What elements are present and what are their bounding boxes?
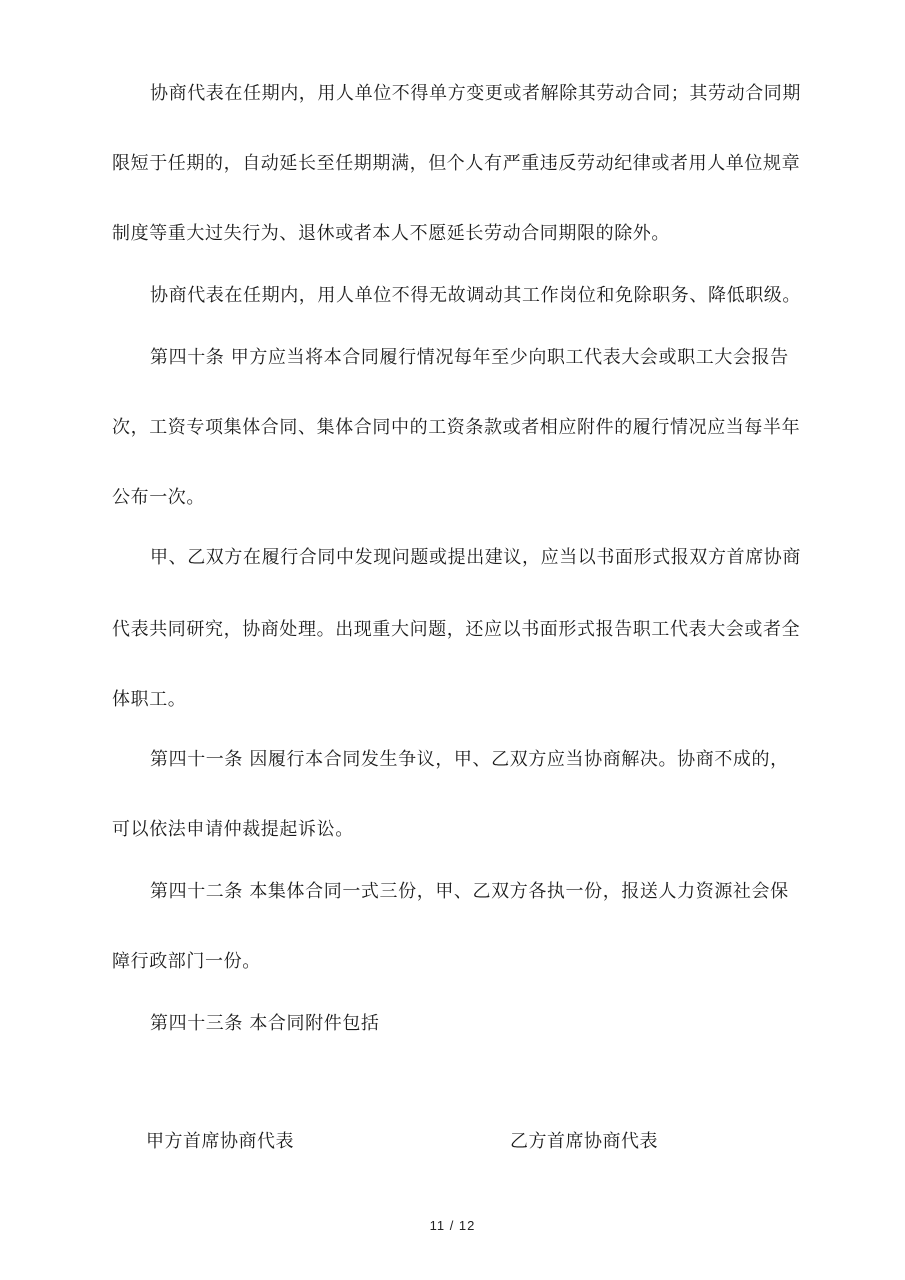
paragraph-line: 次，工资专项集体合同、集体合同中的工资条款或者相应附件的履行情况应当每半年 <box>112 417 801 438</box>
paragraph-line: 公布一次。 <box>112 487 205 508</box>
paragraph-line: 障行政部门一份。 <box>112 951 261 972</box>
paragraph-line: 制度等重大过失行为、退休或者本人不愿延长劳动合同期限的除外。 <box>112 223 670 244</box>
paragraph-line: 限短于任期的，自动延长至任期期满，但个人有严重违反劳动纪律或者用人单位规章 <box>112 153 801 174</box>
paragraph-line: 协商代表在任期内，用人单位不得无故调动其工作岗位和免除职务、降低职级。 <box>150 285 801 306</box>
paragraph-line: 协商代表在任期内，用人单位不得单方变更或者解除其劳动合同；其劳动合同期 <box>150 83 801 104</box>
paragraph-line: 第四十二条 本集体合同一式三份，甲、乙双方各执一份，报送人力资源社会保 <box>150 881 789 902</box>
paragraph-line: 体职工。 <box>112 689 187 710</box>
paragraph-line: 甲、乙双方在履行合同中发现问题或提出建议，应当以书面形式报双方首席协商 <box>150 547 801 568</box>
paragraph-line: 代表共同研究，协商处理。出现重大问题，还应以书面形式报告职工代表大会或者全 <box>112 619 801 640</box>
party-a-signature-label: 甲方首席协商代表 <box>146 1131 294 1152</box>
party-b-signature-label: 乙方首席协商代表 <box>510 1131 658 1152</box>
paragraph-line: 第四十一条 因履行本合同发生争议，甲、乙双方应当协商解决。协商不成的， <box>150 749 789 770</box>
paragraph-line: 可以依法申请仲裁提起诉讼。 <box>112 819 354 840</box>
paragraph-line: 第四十条 甲方应当将本合同履行情况每年至少向职工代表大会或职工大会报告 <box>150 347 789 368</box>
paragraph-line: 第四十三条 本合同附件包括 <box>150 1013 380 1034</box>
page-indicator: 11 / 12 <box>429 1218 476 1233</box>
